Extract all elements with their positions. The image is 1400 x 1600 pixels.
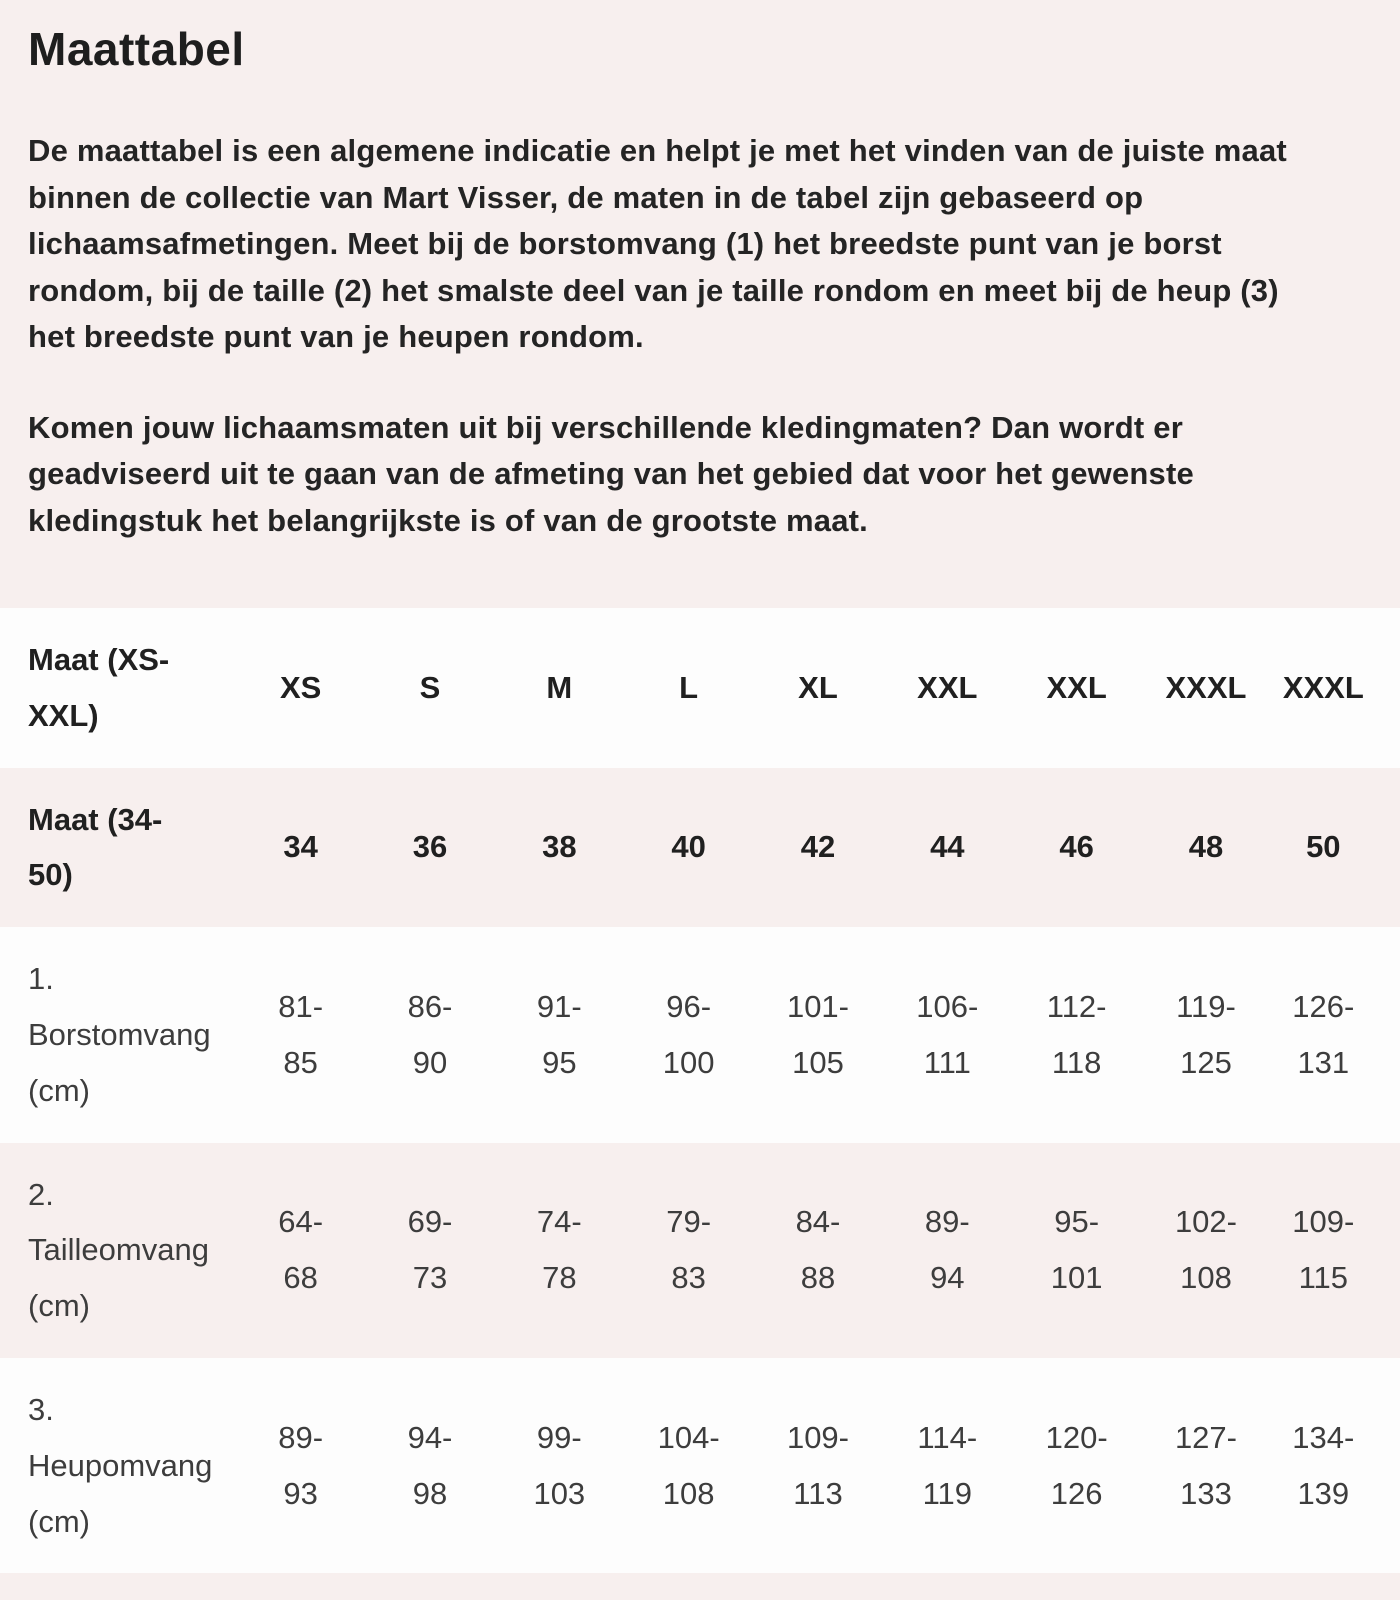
intro-paragraph: De maattabel is een algemene indicatie en helpt je met het vinden van de juiste maat binnen de collectie van Mart Visser, de maten in de tabel zijn gebaseerd op lichaamsafmetingen. Meet bij de borstomvang (1) het breedste punt van je borst rondom, bij de taille (2) het smalste deel van je taille rondom en meet bij de heup (3) het breedste punt van je heupen rondom. [28, 133, 1287, 354]
size-cell: XS [279, 669, 322, 705]
size-cell: XXL [917, 669, 978, 705]
size-cell: 120- 126 [1045, 1419, 1108, 1511]
size-cell: 89- 94 [924, 1204, 970, 1296]
size-cell: L [679, 669, 699, 705]
size-cell: 44 [930, 829, 965, 865]
size-row-borstomvang [0, 927, 1400, 1142]
intro-section [0, 23, 1400, 544]
size-cell: 119- 125 [1176, 989, 1236, 1080]
size-cell: 79- 83 [666, 1204, 712, 1296]
row-label: 3. Heupomvang (cm) [28, 1391, 213, 1539]
advice-paragraph: Komen jouw lichaamsmaten uit bij verschillende kledingmaten? Dan wordt er geadviseerd uit te gaan van de afmeting van het gebied dat voor het gewenste kledingstuk het belangrijkste is of van de grootste maat. [28, 409, 1194, 538]
size-row-maat-34-50 [0, 768, 1400, 928]
size-cell: 134- 139 [1292, 1419, 1355, 1511]
row-label: Maat (34- 50) [28, 801, 163, 893]
size-cell: 50 [1306, 829, 1341, 865]
size-cell: 109- 113 [786, 1419, 849, 1511]
size-cell: 84- 88 [795, 1204, 841, 1296]
size-table [0, 608, 1400, 1573]
size-cell: 42 [800, 829, 836, 865]
row-label: 1. Borstomvang (cm) [28, 961, 211, 1108]
size-cell: 89- 93 [278, 1419, 324, 1511]
size-row-heupomvang [0, 1358, 1400, 1573]
size-row-tailleomvang [0, 1143, 1400, 1358]
size-cell: 91- 95 [536, 989, 582, 1080]
size-cell: 104- 108 [657, 1419, 720, 1511]
row-label: Maat (XS- XXL) [28, 642, 170, 733]
size-cell: 86- 90 [407, 989, 453, 1080]
size-cell: 48 [1188, 829, 1224, 865]
size-cell: 64- 68 [278, 1204, 324, 1296]
size-cell: 112- 118 [1046, 989, 1107, 1080]
size-cell: XXXL [1282, 669, 1364, 705]
size-cell: 95- 101 [1050, 1204, 1103, 1296]
size-cell: 96- 100 [662, 989, 715, 1080]
size-cell: 34 [283, 829, 318, 865]
size-cell: 46 [1059, 829, 1094, 865]
size-cell: 114- 119 [917, 1419, 978, 1511]
size-cell: 102- 108 [1174, 1204, 1237, 1296]
size-cell: XL [798, 669, 838, 705]
size-cell: 109- 115 [1292, 1204, 1355, 1296]
size-row-maat-xs-xxl [0, 608, 1400, 768]
size-cell: 40 [671, 829, 706, 865]
page-title: Maattabel [28, 23, 245, 75]
size-cell: S [419, 669, 441, 705]
size-cell: 99- 103 [533, 1419, 586, 1511]
size-cell: 106- 111 [916, 989, 979, 1080]
size-cell: 69- 73 [407, 1204, 453, 1296]
size-cell: 81- 85 [278, 989, 324, 1080]
size-cell: 38 [542, 829, 577, 865]
size-cell: 74- 78 [536, 1204, 582, 1296]
size-cell: 101- 105 [786, 989, 849, 1080]
size-cell: M [546, 669, 573, 705]
size-cell: 127- 133 [1174, 1419, 1237, 1511]
size-cell: 94- 98 [407, 1419, 453, 1511]
size-cell: 36 [412, 829, 448, 865]
size-cell: 126- 131 [1292, 989, 1355, 1080]
size-cell: XXXL [1165, 669, 1247, 705]
size-cell: XXL [1046, 669, 1107, 705]
row-label: 2. Tailleomvang (cm) [28, 1176, 209, 1324]
